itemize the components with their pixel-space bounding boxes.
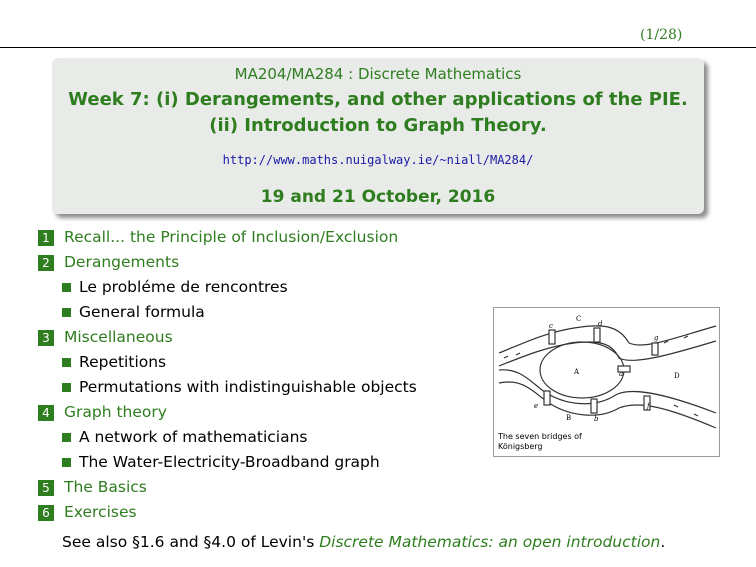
- subsection-label: Permutations with indistinguishable objects: [79, 378, 417, 396]
- square-bullet-icon: [62, 358, 71, 367]
- toc-subsection[interactable]: [38, 274, 417, 299]
- section-number-badge: 4: [38, 405, 54, 421]
- bridge-label: b: [594, 415, 599, 423]
- footer-suffix: .: [660, 533, 666, 551]
- square-bullet-icon: [62, 308, 71, 317]
- bridge-label: d: [598, 320, 603, 328]
- lecture-title-line1: Week 7: (i) Derangements, and other applications of the PIE.: [68, 89, 688, 110]
- bridge-label: g: [654, 334, 659, 342]
- section-label: Graph theory: [64, 403, 167, 421]
- title-block: [52, 58, 704, 214]
- section-number-badge: 2: [38, 255, 54, 271]
- figure-caption: [498, 432, 638, 452]
- page-number: (1/28): [640, 27, 683, 43]
- section-number-badge: 6: [38, 505, 54, 521]
- subsection-label: General formula: [79, 303, 205, 321]
- table-of-contents: [38, 224, 417, 524]
- toc-section-6[interactable]: [38, 499, 417, 524]
- section-number-badge: 1: [38, 230, 54, 246]
- caption-line: The seven bridges of: [498, 432, 582, 441]
- region-label-b: B: [566, 414, 572, 422]
- toc-section-5[interactable]: [38, 474, 417, 499]
- caption-line: Königsberg: [498, 442, 543, 451]
- square-bullet-icon: [62, 383, 71, 392]
- region-label-d: D: [674, 372, 680, 380]
- lecture-title-line2: (ii) Introduction to Graph Theory.: [209, 115, 547, 136]
- header-rule: [0, 47, 756, 48]
- subsection-label: The Water-Electricity-Broadband graph: [79, 453, 380, 471]
- toc-section-1[interactable]: [38, 224, 417, 249]
- further-reading: [62, 533, 665, 551]
- section-label: Exercises: [64, 503, 137, 521]
- subsection-label: A network of mathematicians: [79, 428, 308, 446]
- section-label: Recall... the Principle of Inclusion/Exclusion: [64, 228, 399, 246]
- toc-subsection[interactable]: [38, 449, 417, 474]
- region-label-a: A: [574, 368, 580, 376]
- bridge-label: c: [549, 322, 553, 330]
- subsection-label: Repetitions: [79, 353, 167, 371]
- course-name: MA204/MA284 : Discrete Mathematics: [234, 65, 522, 83]
- section-label: Derangements: [64, 253, 180, 271]
- bridge-label: f: [647, 402, 650, 410]
- course-url-link[interactable]: http://www.maths.nuigalway.ie/~niall/MA284/: [222, 153, 534, 167]
- section-number-badge: 5: [38, 480, 54, 496]
- footer-prefix: See also §1.6 and §4.0 of Levin's: [62, 533, 320, 551]
- toc-subsection[interactable]: [38, 424, 417, 449]
- toc-subsection[interactable]: [38, 299, 417, 324]
- toc-subsection[interactable]: [38, 374, 417, 399]
- section-label: The Basics: [64, 478, 147, 496]
- region-label-c: C: [576, 315, 582, 323]
- bridge-label: a: [619, 370, 624, 378]
- lecture-date: 19 and 21 October, 2016: [260, 187, 496, 207]
- toc-subsection[interactable]: [38, 349, 417, 374]
- subsection-label: Le probléme de rencontres: [79, 278, 288, 296]
- toc-section-3[interactable]: [38, 324, 417, 349]
- section-number-badge: 3: [38, 330, 54, 346]
- bridge-label: e: [534, 402, 539, 410]
- toc-section-4[interactable]: [38, 399, 417, 424]
- konigsberg-figure: [493, 307, 720, 457]
- toc-section-2[interactable]: [38, 249, 417, 274]
- section-label: Miscellaneous: [64, 328, 173, 346]
- square-bullet-icon: [62, 283, 71, 292]
- square-bullet-icon: [62, 433, 71, 442]
- book-title-link[interactable]: Discrete Mathematics: an open introduction: [319, 533, 661, 551]
- square-bullet-icon: [62, 458, 71, 467]
